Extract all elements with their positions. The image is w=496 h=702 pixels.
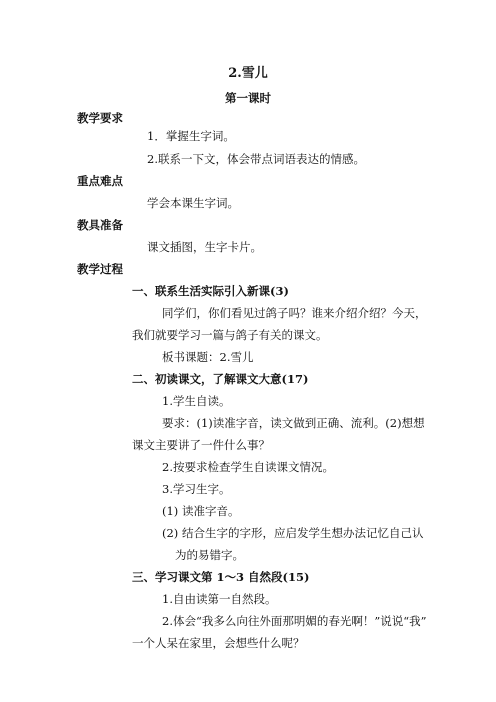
- section-3-title: 三、学习课文第 1～3 自然段(15): [132, 570, 310, 584]
- section-2-item-4: 3.学习生字。: [162, 482, 231, 496]
- section-2-item-5: (1) 读准字音。: [162, 504, 240, 518]
- section-2-item-1: 1.学生自读。: [162, 394, 231, 408]
- section-2-item-2: 要求：(1)读准字音，读文做到正确、流利。(2)想想: [162, 416, 425, 430]
- section-2-item-2-cont: 课文主要讲了一件什么事？: [132, 438, 270, 452]
- section-3-item-2: 2.体会“我多么向往外面那明媚的春光啊！”说说“我”: [162, 614, 427, 628]
- requirement-item-2: 2.联系一下文，体会带点词语表达的情感。: [147, 152, 365, 166]
- section-2-item-6: (2) 结合生字的字形，应启发学生想办法记忆自己认: [162, 526, 424, 540]
- lesson-title: 2.雪儿: [228, 66, 268, 81]
- section-1-paragraph: 同学们，你们看见过鸽子吗？谁来介绍介绍？今天，: [162, 306, 427, 320]
- section-3-item-1: 1.自由读第一自然段。: [162, 592, 277, 606]
- section-1-title: 一、联系生活实际引入新课(3): [132, 284, 289, 298]
- lesson-subtitle: 第一课时: [225, 91, 271, 105]
- tools-heading: 教具准备: [77, 218, 123, 232]
- section-2-title: 二、初读课文，了解课文大意(17): [132, 372, 309, 386]
- process-heading: 教学过程: [77, 262, 123, 276]
- focus-text: 学会本课生字词。: [147, 196, 239, 210]
- section-1-board-title: 板书课题：2.雪儿: [162, 350, 254, 364]
- section-2-item-3: 2.按要求检查学生自读课文情况。: [162, 460, 334, 474]
- section-2-item-6-cont: 为的易错字。: [175, 548, 244, 562]
- section-1-paragraph-cont: 我们就要学习一篇与鸽子有关的课文。: [132, 328, 328, 342]
- focus-heading: 重点难点: [77, 174, 123, 188]
- section-3-item-2-cont: 一个人呆在家里，会想些什么呢？: [132, 636, 305, 650]
- requirements-heading: 教学要求: [77, 111, 123, 125]
- requirement-item-1: 1．掌握生字词。: [147, 129, 235, 143]
- tools-text: 课文插图，生字卡片。: [147, 240, 262, 254]
